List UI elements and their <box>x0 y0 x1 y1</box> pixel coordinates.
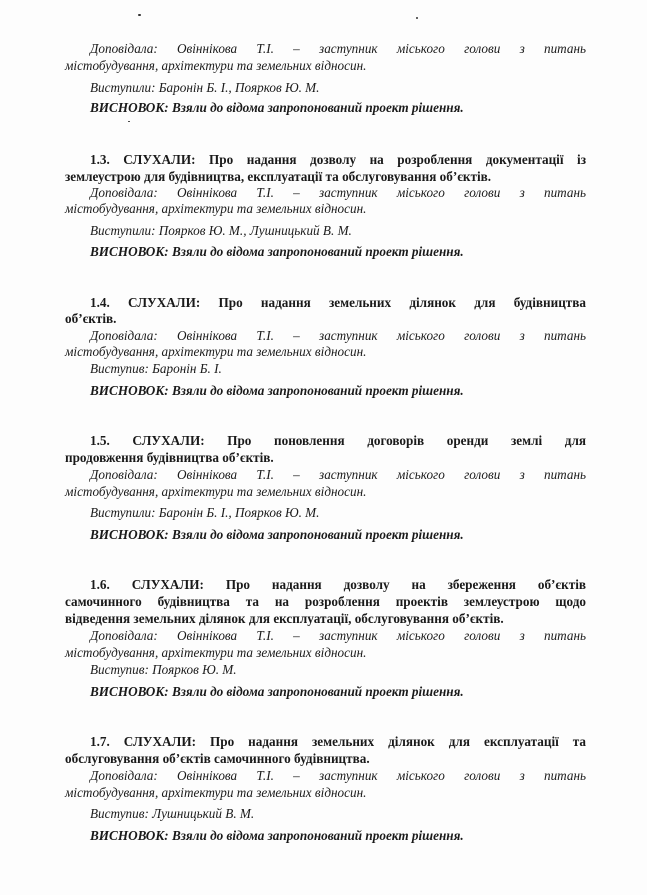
conclusion-line: ВИСНОВОК: Взяли до відома запропонований проект рішення. <box>90 244 464 259</box>
scan-speck <box>128 121 130 122</box>
reporter-line: Доповідала: Овіннікова Т.І. – заступник міського голови з питань <box>90 41 586 56</box>
speakers-line: Виступили: Баронін Б. І., Поярков Ю. М. <box>90 505 320 520</box>
conclusion-line: ВИСНОВОК: Взяли до відома запропонований проект рішення. <box>90 527 464 542</box>
item-heading-continued: відведення земельних ділянок для експлуатації, обслуговування об’єктів. <box>65 611 504 626</box>
conclusion-line: ВИСНОВОК: Взяли до відома запропонований проект рішення. <box>90 383 464 398</box>
item-heading-continued: продовження будівництва об’єктів. <box>65 450 274 465</box>
reporter-line-continued: містобудування, архітектури та земельних відносин. <box>65 484 367 499</box>
reporter-line: Доповідала: Овіннікова Т.І. – заступник міського голови з питань <box>90 467 586 482</box>
speakers-line: Виступив: Поярков Ю. М. <box>90 662 237 677</box>
reporter-line-continued: містобудування, архітектури та земельних відносин. <box>65 344 367 359</box>
item-heading-continued: об’єктів. <box>65 311 117 326</box>
conclusion-line: ВИСНОВОК: Взяли до відома запропонований проект рішення. <box>90 828 464 843</box>
conclusion-line: ВИСНОВОК: Взяли до відома запропонований проект рішення. <box>90 100 464 115</box>
reporter-line-continued: містобудування, архітектури та земельних відносин. <box>65 58 367 73</box>
item-heading: 1.6. СЛУХАЛИ: Про надання дозволу на збереження об’єктів <box>90 577 586 592</box>
speakers-line: Виступили: Поярков Ю. М., Лушницький В. М. <box>90 223 352 238</box>
speakers-line: Виступили: Баронін Б. І., Поярков Ю. М. <box>90 80 320 95</box>
reporter-line-continued: містобудування, архітектури та земельних відносин. <box>65 201 367 216</box>
reporter-line: Доповідала: Овіннікова Т.І. – заступник міського голови з питань <box>90 628 586 643</box>
reporter-line: Доповідала: Овіннікова Т.І. – заступник міського голови з питань <box>90 328 586 343</box>
reporter-line: Доповідала: Овіннікова Т.І. – заступник міського голови з питань <box>90 768 586 783</box>
reporter-line-continued: містобудування, архітектури та земельних відносин. <box>65 645 367 660</box>
item-heading-continued: обслуговування об’єктів самочинного будівництва. <box>65 751 370 766</box>
speakers-line: Виступив: Баронін Б. І. <box>90 361 222 376</box>
scan-speck <box>416 17 418 19</box>
item-heading: 1.5. СЛУХАЛИ: Про поновлення договорів оренди землі для <box>90 433 586 448</box>
item-heading-continued: землеустрою для будівництва, експлуатації та обслуговування об’єктів. <box>65 169 492 184</box>
speakers-line: Виступив: Лушницький В. М. <box>90 806 255 821</box>
reporter-line-continued: містобудування, архітектури та земельних відносин. <box>65 785 367 800</box>
scan-speck <box>138 14 141 16</box>
item-heading: 1.7. СЛУХАЛИ: Про надання земельних ділянок для експлуатації та <box>90 734 586 749</box>
reporter-line: Доповідала: Овіннікова Т.І. – заступник міського голови з питань <box>90 185 586 200</box>
conclusion-line: ВИСНОВОК: Взяли до відома запропонований проект рішення. <box>90 684 464 699</box>
item-heading-continued: самочинного будівництва та на розроблення проектів землеустрою щодо <box>65 594 586 609</box>
item-heading: 1.4. СЛУХАЛИ: Про надання земельних ділянок для будівництва <box>90 295 586 310</box>
item-heading: 1.3. СЛУХАЛИ: Про надання дозволу на розроблення документації із <box>90 152 586 167</box>
